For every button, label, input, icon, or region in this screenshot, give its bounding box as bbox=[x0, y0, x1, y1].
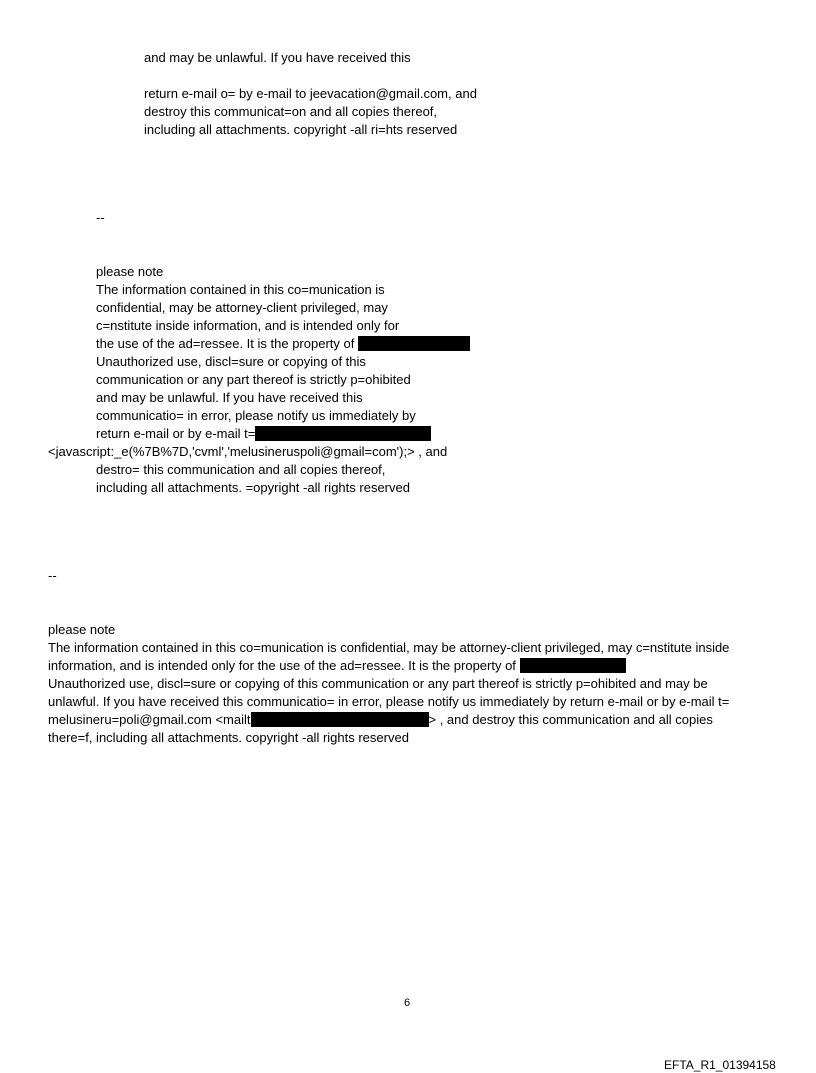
text-line: Unauthorized use, discl=sure or copying of this bbox=[96, 354, 366, 369]
text-line: there=f, including all attachments. copyright -all rights reserved bbox=[48, 730, 409, 745]
redaction-bar bbox=[251, 712, 429, 727]
redaction-bar bbox=[358, 336, 470, 351]
document-id: EFTA_R1_01394158 bbox=[664, 1058, 776, 1072]
text-line: and may be unlawful. If you have received this bbox=[96, 390, 363, 405]
text-line: communication or any part thereof is strictly p=ohibited bbox=[96, 372, 411, 387]
separator: -- bbox=[48, 568, 57, 583]
text-line: and may be unlawful. If you have received this bbox=[144, 50, 411, 65]
text-line: <javascript:_e(%7B%7D,'cvml','melusineruspoli@gmail=com');> , and bbox=[48, 444, 448, 459]
text-line: return e-mail or by e-mail t= bbox=[96, 425, 470, 443]
text-line: melusineru=poli@gmail.com <mailt > , and destroy this communication and all copies bbox=[48, 712, 713, 727]
text-line: The information contained in this co=munication is bbox=[96, 282, 385, 297]
separator: -- bbox=[96, 210, 105, 225]
text-line: Unauthorized use, discl=sure or copying of this communication or any part thereof is strictly p=ohibited and may be bbox=[48, 676, 708, 691]
text-line: return e-mail o= by e-mail to jeevacation@gmail.com, and bbox=[144, 86, 477, 101]
text-line: communicatio= in error, please notify us immediately by bbox=[96, 408, 416, 423]
text-line: destro= this communication and all copies thereof, bbox=[96, 462, 386, 477]
text-line: The information contained in this co=munication is confidential, may be attorney-client privileged, may c=nstitute inside bbox=[48, 640, 730, 655]
disclaimer-block-3 bbox=[48, 621, 778, 747]
text-line: information, and is intended only for the use of the ad=ressee. It is the property of bbox=[48, 657, 778, 675]
disclaimer-block-1 bbox=[144, 49, 477, 139]
text-line: destroy this communicat=on and all copies thereof, bbox=[144, 104, 438, 119]
text-line: unlawful. If you have received this communicatio= in error, please notify us immediately by return e-mail or by e-mail t= bbox=[48, 694, 730, 709]
text-line: the use of the ad=ressee. It is the property of bbox=[96, 335, 470, 353]
page-number: 6 bbox=[404, 997, 411, 1009]
disclaimer-block-2 bbox=[48, 263, 470, 497]
text-line: including all attachments. =opyright -all rights reserved bbox=[96, 480, 410, 495]
redaction-bar bbox=[520, 658, 626, 673]
note-heading: please note bbox=[96, 264, 164, 279]
text-line: confidential, may be attorney-client privileged, may bbox=[96, 300, 388, 315]
note-heading: please note bbox=[48, 622, 116, 637]
text-line: including all attachments. copyright -all ri=hts reserved bbox=[144, 122, 458, 137]
text-line: c=nstitute inside information, and is intended only for bbox=[96, 318, 400, 333]
redaction-bar bbox=[255, 426, 431, 441]
